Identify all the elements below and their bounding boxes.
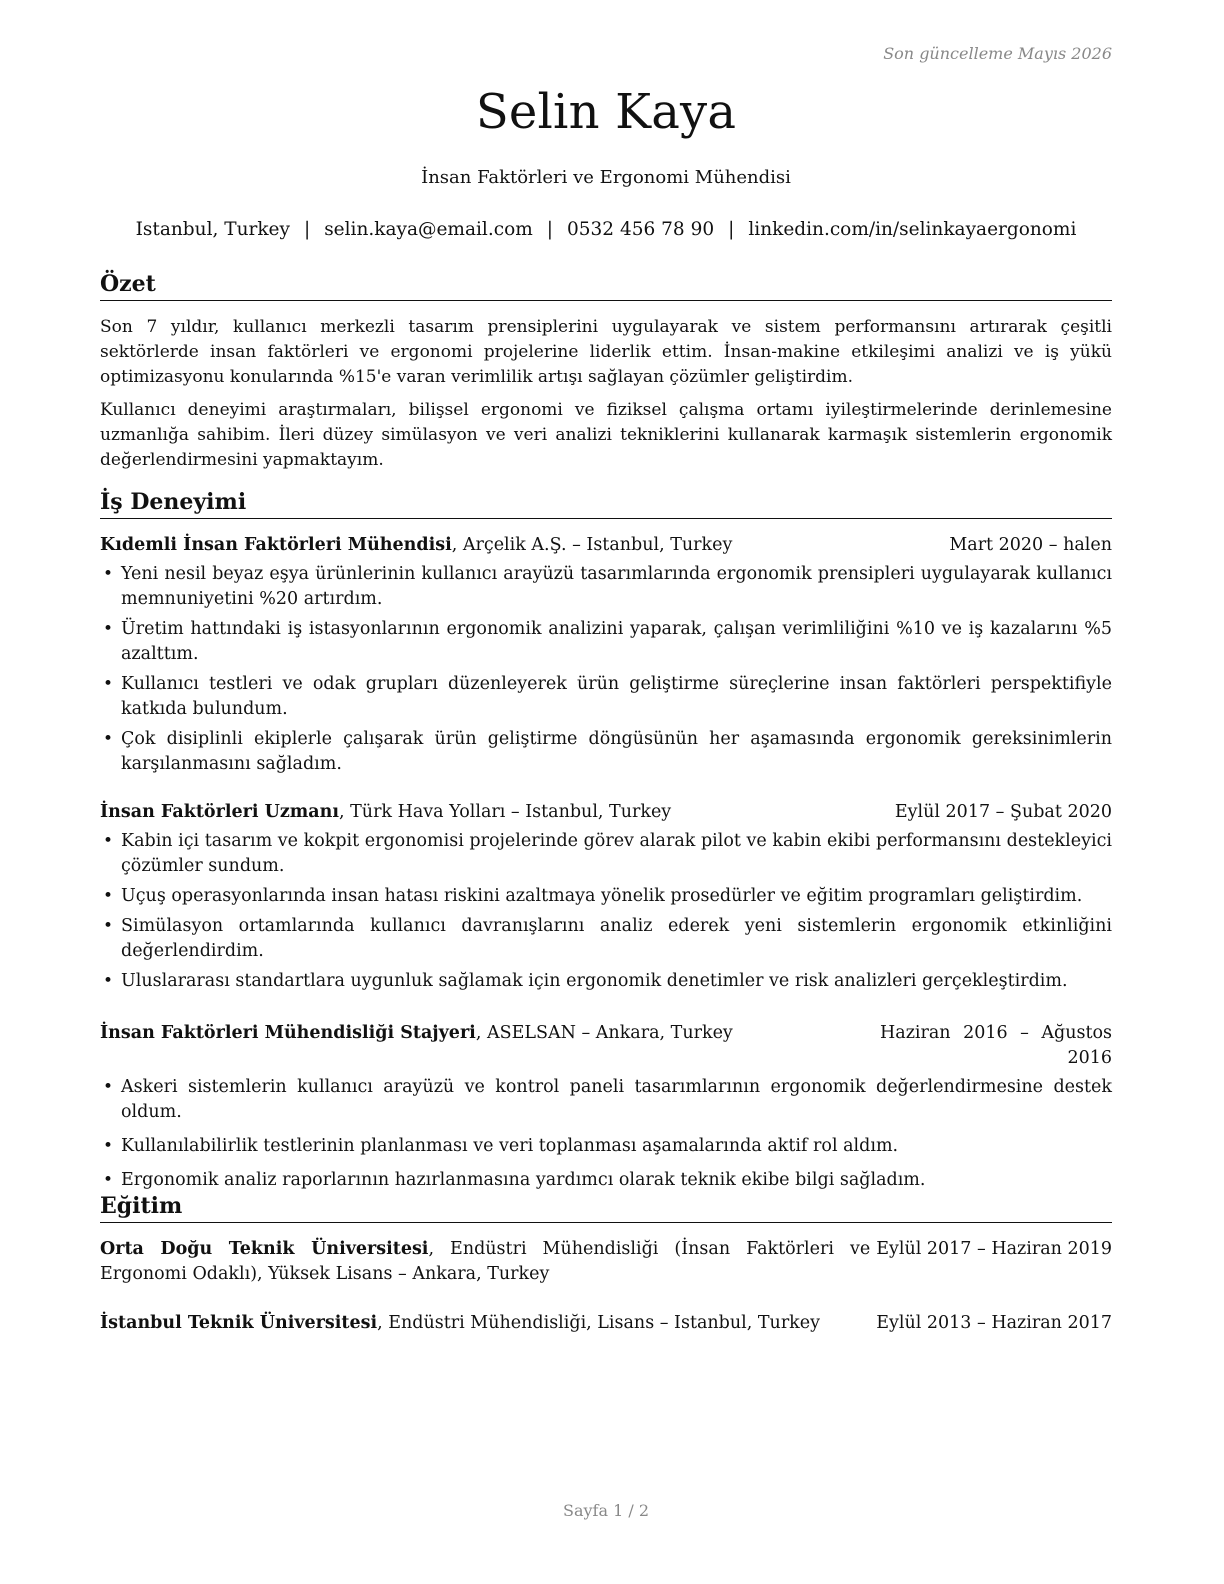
education-title-line xyxy=(100,1311,876,1336)
job-header xyxy=(100,533,1112,558)
bullet-icon: • xyxy=(103,831,114,851)
bullet-icon: • xyxy=(103,886,114,906)
contact-linkedin[interactable]: linkedin.com/in/selinkayaergonomi xyxy=(748,219,1077,240)
list-item: • Çok disiplinli ekiplerle çalışarak ürün geliştirme döngüsünün her aşamasında ergonomik gereksinimlerin karşılanmasını sağladım. xyxy=(103,729,1112,774)
experience-section xyxy=(100,488,1112,1193)
contact-location: Istanbul, Turkey xyxy=(135,219,290,240)
list-item: • Askeri sistemlerin kullanıcı arayüzü ve kontrol paneli tasarımlarının ergonomik değerlendirmesine destek oldum. xyxy=(103,1077,1112,1122)
candidate-name: Selin Kaya xyxy=(475,84,737,140)
page-number: Sayfa 1 / 2 xyxy=(562,1501,649,1520)
job-role: Kıdemli İnsan Faktörleri Mühendisi xyxy=(100,535,452,555)
section-title-summary: Özet xyxy=(100,270,1112,301)
bullet-icon: • xyxy=(103,619,114,639)
headline: İnsan Faktörleri ve Ergonomi Mühendisi xyxy=(421,167,791,188)
list-item: • Uçuş operasyonlarında insan hatası riskini azaltmaya yönelik prosedürler ve eğitim programları geliştirdim. xyxy=(100,884,1112,909)
last-updated: Son güncelleme Mayıs 2026 xyxy=(883,44,1112,63)
job-bullets xyxy=(100,1075,1112,1193)
summary-paragraph: Kullanıcı deneyimi araştırmaları, bilişsel ergonomi ve fiziksel çalışma ortamı iyileştirmelerinde derinlemesine uzmanlığa sahibim. İleri düzey simülasyon ve veri analizi tekniklerini kullanarak karmaşık sistemlerin ergonomik değerlendirmesini yapmaktayım. xyxy=(100,400,1112,470)
job-bullets xyxy=(100,562,1112,777)
contact-email[interactable]: selin.kaya@email.com xyxy=(324,219,533,240)
list-item: • Simülasyon ortamlarında kullanıcı davranışlarını analiz ederek yeni sistemlerin ergonomik etkinliğini değerlendirdim. xyxy=(103,916,1112,961)
school-name: Orta Doğu Teknik Üniversitesi xyxy=(100,1239,429,1259)
job-entry xyxy=(100,533,1112,777)
list-item: • Üretim hattındaki iş istasyonlarının ergonomik analizini yaparak, çalışan verimliliğini %10 ve iş kazalarını %5 azalttım. xyxy=(103,619,1112,664)
section-title-education: Eğitim xyxy=(100,1192,1112,1223)
bullet-icon: • xyxy=(103,1077,114,1097)
bullet-icon: • xyxy=(103,674,114,694)
contact-line xyxy=(100,219,1112,240)
job-entry xyxy=(100,1021,1112,1193)
contact-phone: 0532 456 78 90 xyxy=(567,219,715,240)
education-section xyxy=(100,1192,1112,1336)
job-header xyxy=(100,800,1112,825)
list-item: • Yeni nesil beyaz eşya ürünlerinin kullanıcı arayüzü tasarımlarında ergonomik prensipleri uygulayarak kullanıcı memnuniyetini %20 artırdım. xyxy=(103,564,1112,609)
bullet-icon: • xyxy=(103,1170,114,1190)
contact-separator: | xyxy=(546,219,553,240)
resume-page xyxy=(100,0,1112,1584)
job-title-line xyxy=(100,533,949,558)
section-title-experience: İş Deneyimi xyxy=(100,488,1112,519)
education-dates: Eylül 2017 – Haziran 2019 xyxy=(876,1239,1112,1259)
education-entry xyxy=(100,1237,1112,1287)
contact-separator: | xyxy=(303,219,311,240)
summary-section xyxy=(100,270,1112,473)
job-entry xyxy=(100,800,1112,994)
bullet-icon: • xyxy=(103,1136,114,1156)
job-role: İnsan Faktörleri Uzmanı xyxy=(100,802,339,822)
school-name: İstanbul Teknik Üniversitesi xyxy=(100,1313,378,1333)
list-item: • Kabin içi tasarım ve kokpit ergonomisi projelerinde görev alarak pilot ve kabin ekibi performansını destekleyici çözümler sundum. xyxy=(103,831,1112,876)
job-title-line xyxy=(100,800,895,825)
education-entry xyxy=(100,1311,1112,1336)
contact-separator: | xyxy=(728,219,735,240)
job-org: , Arçelik A.Ş. – Istanbul, Turkey xyxy=(451,535,733,555)
job-header xyxy=(100,1021,1112,1071)
job-dates: Eylül 2017 – Şubat 2020 xyxy=(894,802,1112,822)
degree-detail: , Endüstri Mühendisliği (İnsan Faktörleri ve Ergonomi Odaklı), Yüksek Lisans – Ankara, Turkey xyxy=(100,1239,871,1284)
degree-detail: , Endüstri Mühendisliği, Lisans – Istanbul, Turkey xyxy=(377,1313,821,1333)
bullet-icon: • xyxy=(103,916,114,936)
job-bullets xyxy=(100,829,1112,994)
job-role: İnsan Faktörleri Mühendisliği Stajyeri xyxy=(100,1023,476,1043)
list-item: • Uluslararası standartlara uygunluk sağlamak için ergonomik denetimler ve risk analizleri gerçekleştirdim. xyxy=(100,969,1112,994)
education-dates: Eylül 2013 – Haziran 2017 xyxy=(876,1313,1112,1333)
job-dates: Haziran 2016 – Ağustos 2016 xyxy=(880,1023,1112,1068)
list-item: • Kullanılabilirlik testlerinin planlanması ve veri toplanması aşamalarında aktif rol aldım. xyxy=(100,1134,1112,1159)
bullet-icon: • xyxy=(103,971,114,991)
bullet-icon: • xyxy=(103,564,114,584)
job-org: , Türk Hava Yolları – Istanbul, Turkey xyxy=(339,802,672,822)
education-title-line xyxy=(100,1237,870,1287)
job-org: , ASELSAN – Ankara, Turkey xyxy=(475,1023,733,1043)
job-title-line xyxy=(100,1021,880,1046)
bullet-icon: • xyxy=(103,729,114,749)
list-item: • Ergonomik analiz raporlarının hazırlanmasına yardımcı olarak teknik ekibe bilgi sağladım. xyxy=(100,1168,1112,1193)
summary-paragraph: Son 7 yıldır, kullanıcı merkezli tasarım prensiplerini uygulayarak ve sistem performansını artırarak çeşitli sektörlerde insan faktörleri ve ergonomi projelerine liderlik ettim. İnsan-makine etkileşimi analizi ve iş yükü optimizasyonu konularında %15'e varan verimlilik artışı sağlayan çözümler geliştirdim. xyxy=(100,317,1112,387)
list-item: • Kullanıcı testleri ve odak grupları düzenleyerek ürün geliştirme süreçlerine insan faktörleri perspektifiyle katkıda bulundum. xyxy=(103,674,1112,719)
job-dates: Mart 2020 – halen xyxy=(949,535,1112,555)
